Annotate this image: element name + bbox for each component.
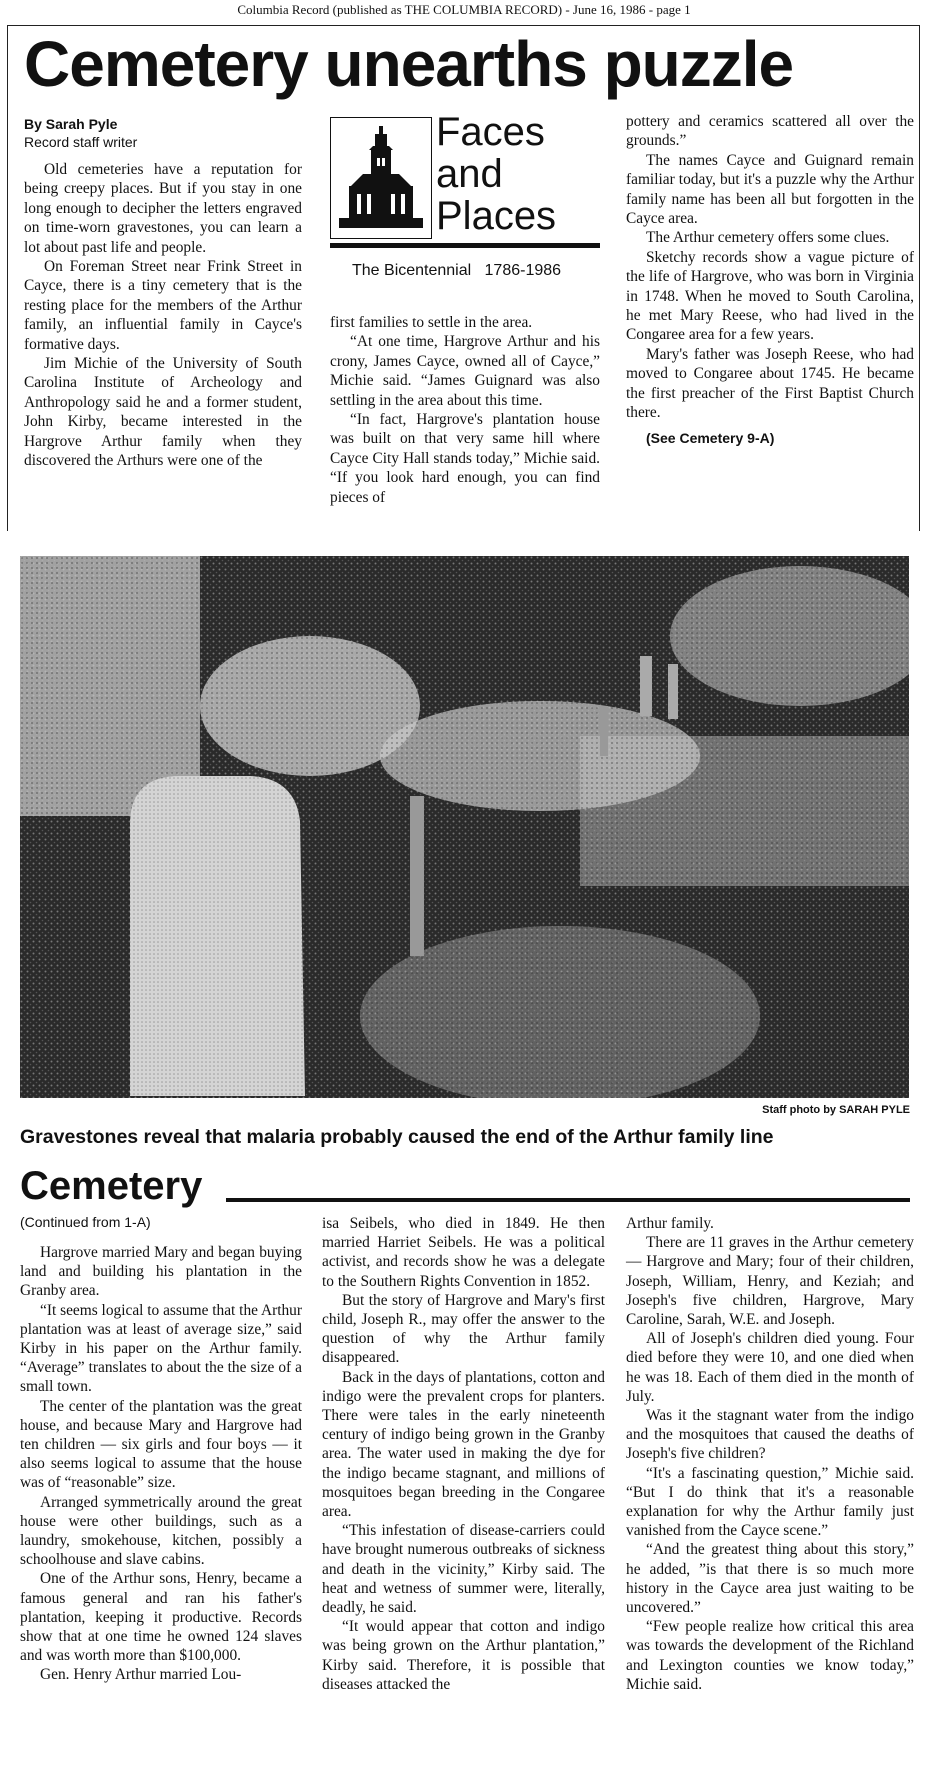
logo-caption: The Bicentennial 1786-1986 <box>352 262 562 279</box>
byline-author: By Sarah Pyle <box>24 116 118 132</box>
byline <box>24 115 137 151</box>
city-hall-building-icon <box>331 118 431 238</box>
paragraph: The names Cayce and Guignard remain familiar today, but it's a puzzle why the Arthur family name has been all but forgotten in the Cayce area. <box>626 151 914 228</box>
article-column-2 <box>330 313 600 507</box>
heading-rule <box>226 1198 910 1202</box>
paragraph: The center of the plantation was the great house, and because Mary and Hargrove had ten children — six girls and four boys — it also seems logical to assume that the house was of “reasonable” size. <box>20 1397 302 1492</box>
paragraph: isa Seibels, who died in 1849. He then married Harriet Seibels. He was a political activist, and records show he was a delegate to the Southern Rights Convention in 1852. <box>322 1215 605 1290</box>
publication-info-line: Columbia Record (published as THE COLUMBIA RECORD) - June 16, 1986 - page 1 <box>237 2 691 17</box>
paragraph: Arranged symmetrically around the great house were other buildings, such as a laundry, smokehouse, kitchen, possibly a schoolhouse and slave cabins. <box>20 1493 302 1569</box>
paragraph: “This infestation of disease-carriers could have brought numerous outbreaks of sickness and death in the vicinity,” Kirby said. The heat and wetness of summer were, literally, deadly, he said. <box>322 1522 605 1617</box>
byline-role: Record staff writer <box>24 134 138 150</box>
paragraph: Back in the days of plantations, cotton and indigo were the prevalent crops for planters. There were tales in the early nineteenth century of indigo being grown in the Granby area. The water used in making the dye for the indigo became stagnant, and millions of mosquitoes began breeding in the Congaree area. <box>322 1368 605 1521</box>
paragraph: Mary's father was Joseph Reese, who had moved to Congaree about 1745. He became the first preacher of the First Baptist Church there. <box>626 345 914 422</box>
paragraph: Old cemeteries have a reputation for being creepy places. But if you stay in one long enough to decipher the letters engraved on time-worn gravestones, you can learn a lot about past life and people. <box>24 161 302 256</box>
paragraph: Arthur family. <box>626 1215 714 1232</box>
logo-word-faces: Faces <box>436 110 545 154</box>
paragraph: But the story of Hargrove and Mary's first child, Joseph R., may offer the answer to the question of why the Arthur family disappeared. <box>322 1291 605 1367</box>
photo-credit: Staff photo by SARAH PYLE <box>762 1104 910 1116</box>
paragraph: “In fact, Hargrove's plantation house was built on that very same hill where Cayce City Hall stands today,” Michie said. “If you look hard enough, you can find pieces of <box>330 411 600 506</box>
paragraph: Hargrove married Mary and began buying land and building his plantation in the Granby area. <box>20 1244 302 1300</box>
paragraph: “Few people realize how critical this area was towards the development of the Richland and Lexington counties we know today,” Michie said. <box>626 1618 914 1693</box>
paragraph: “It seems logical to assume that the Arthur plantation was at least of average size,” said Kirby in his paper on the Arthur family. “Average” translates to about the the size of a small town. <box>20 1301 303 1396</box>
paragraph: The Arthur cemetery offers some clues. <box>646 229 890 247</box>
paragraph: “And the greatest thing about this story,” he added, ”is that there is so much more history in the Cayce area just waiting to be uncovered.” <box>626 1541 914 1617</box>
headline: Cemetery unearths puzzle <box>24 28 794 100</box>
continued-column-3 <box>626 1214 914 1694</box>
paragraph: first families to settle in the area. <box>330 314 533 331</box>
continued-column-2 <box>322 1214 605 1694</box>
paragraph: On Foreman Street near Frink Street in Cayce, there is a tiny cemetery that is the resting place for the members of the Arthur family, an influential family in Cayce's formative days. <box>24 258 302 353</box>
logo-frame <box>330 117 432 239</box>
paragraph: “It would appear that cotton and indigo was being grown on the Arthur plantation,” Kirby said. Therefore, it is possible that diseases attacked the <box>322 1618 605 1693</box>
faces-and-places-logo <box>330 110 600 282</box>
logo-word-and: and <box>436 152 503 196</box>
paragraph: All of Joseph's children died young. Four died before they were 10, and one died when he was 18. Each of them died in the month of July. <box>626 1330 914 1405</box>
paragraph: Jim Michie of the University of South Carolina Institute of Archeology and Anthropology said he and a former student, John Kirby, became interested in the Hargrove Arthur family when they discovered the Arthurs were one of the <box>24 355 302 470</box>
paragraph: pottery and ceramics scattered all over the grounds.” <box>626 113 914 150</box>
paragraph: One of the Arthur sons, Henry, became a famous general and ran his father's plantation, keeping it productive. Records show that at one time he owned 124 slaves and was worth more than $100,000. <box>20 1570 302 1665</box>
logo-divider <box>330 243 600 248</box>
continuation-heading: Cemetery <box>20 1164 203 1208</box>
cemetery-photo <box>20 556 909 1098</box>
paragraph: Sketchy records show a vague picture of the life of Hargrove, who was born in Virginia in 1748. When he moved to South Carolina, he met Mary Reese, who had lived in the Congaree area for a few years. <box>626 248 914 344</box>
continuation-reference: (See Cemetery 9-A) <box>646 429 775 446</box>
paragraph: “At one time, Hargrove Arthur and his crony, James Cayce, owned all of Cayce,” Michie said. “James Guignard was also settling in the area about this time. <box>330 333 600 409</box>
continued-from-label: (Continued from 1-A) <box>20 1214 151 1230</box>
paragraph: There are 11 graves in the Arthur cemetery — Hargrove and Mary; four of their children, Joseph, William, Henry, and Keziah; and Joseph's five children, Hargrove, Mary Caroline, Sarah, W.E. and Joseph. <box>626 1234 914 1329</box>
article-column-1 <box>24 160 302 471</box>
continued-column-1 <box>20 1243 302 1685</box>
article-column-3 <box>626 112 914 448</box>
paragraph: Was it the stagnant water from the indigo and the mosquitoes that caused the deaths of Joseph's five children? <box>626 1407 914 1463</box>
paragraph: Gen. Henry Arthur married Lou- <box>40 1666 242 1684</box>
logo-word-places: Places <box>436 194 557 238</box>
photo-caption: Gravestones reveal that malaria probably caused the end of the Arthur family line <box>20 1126 774 1148</box>
paragraph: “It's a fascinating question,” Michie said. “But I do think that it's a reasonable explanation for why the Arthur family just vanished from the Cayce scene.” <box>626 1464 914 1540</box>
